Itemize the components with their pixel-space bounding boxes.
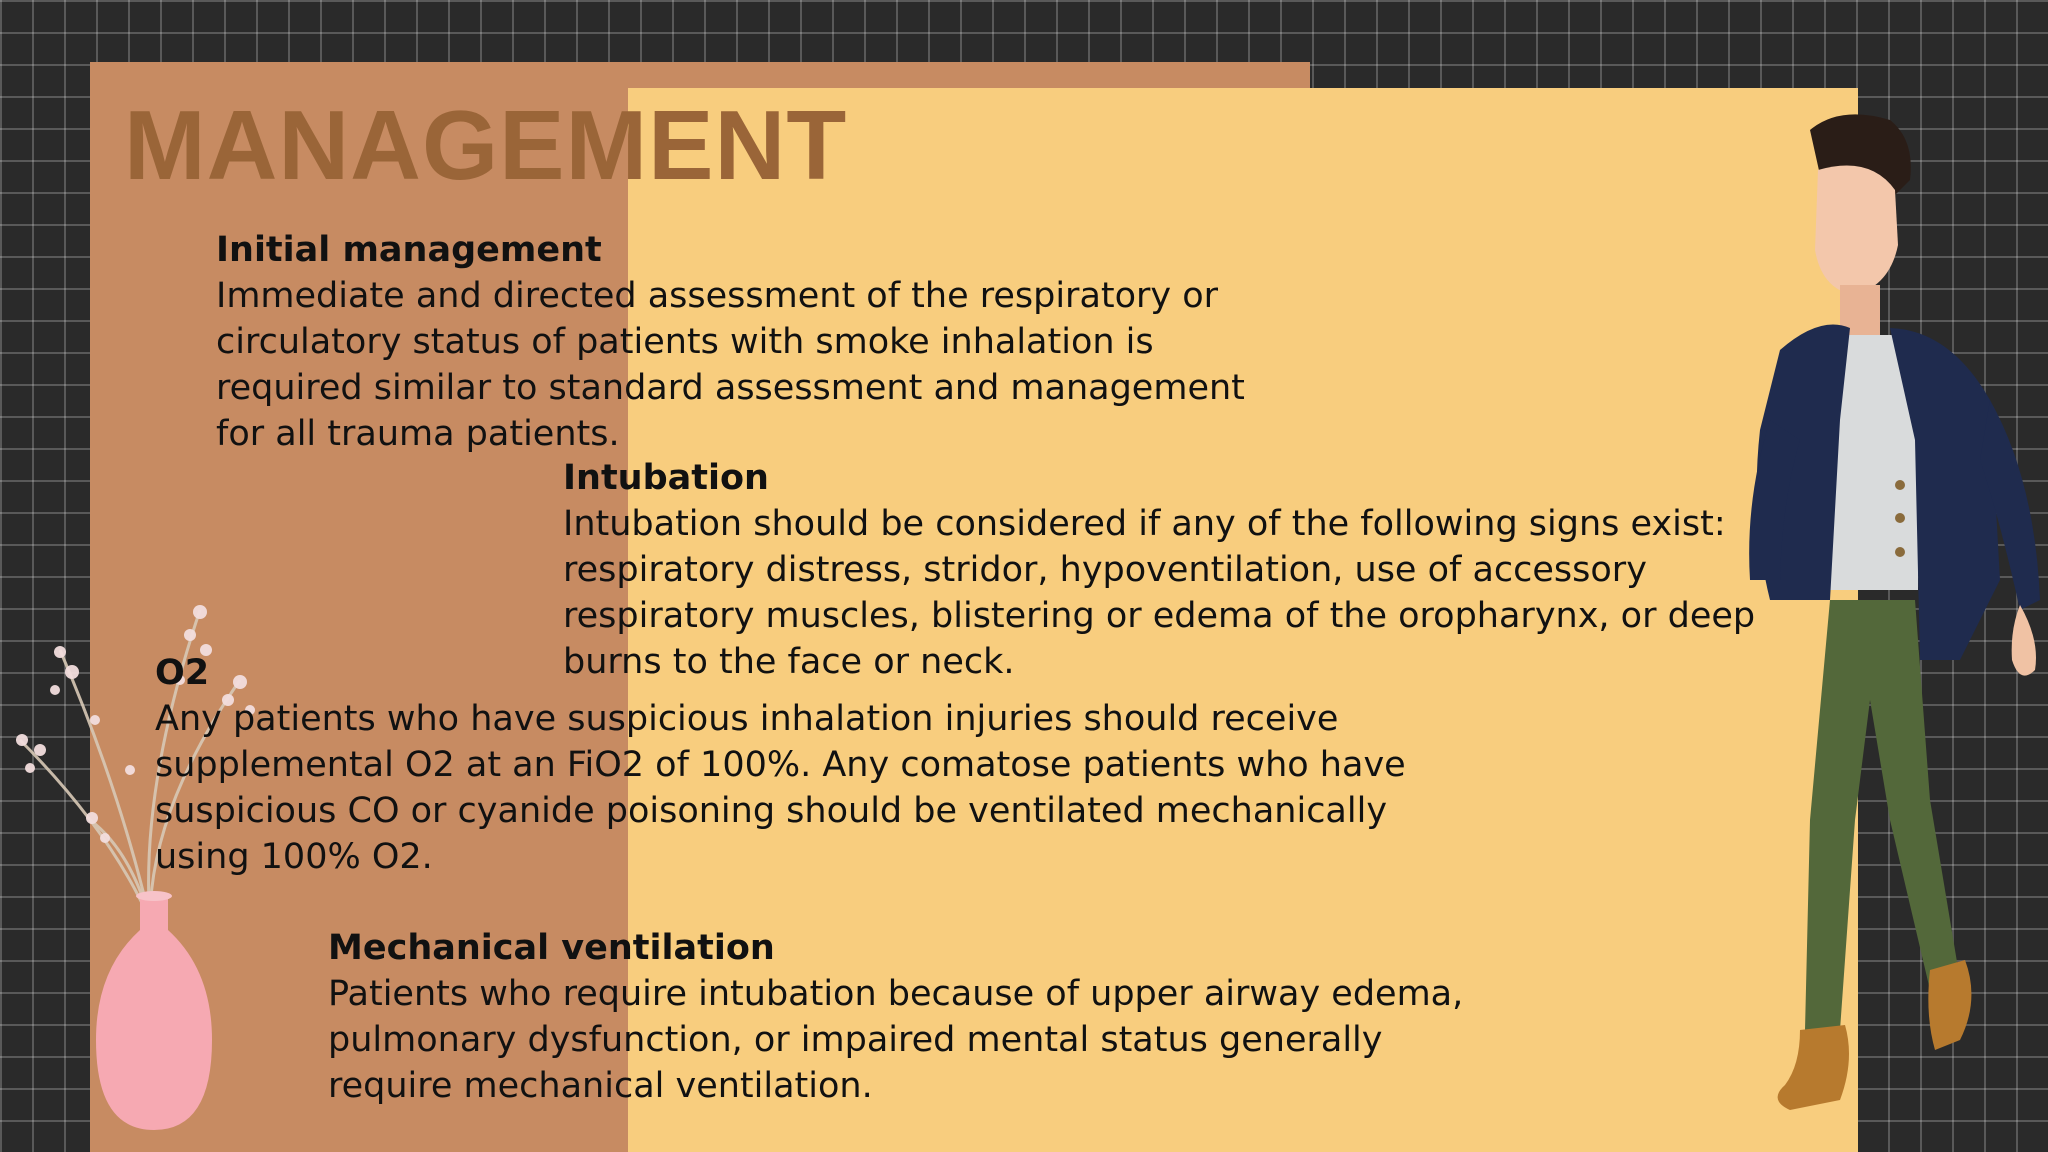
text-line: for all trauma patients. [216,414,620,454]
text-line: burns to the face or neck. [563,642,1015,682]
text-line: Intubation should be considered if any of the following signs exist: [563,504,1726,544]
text-line: respiratory distress, stridor, hypoventilation, use of accessory [563,550,1647,590]
text-line: pulmonary dysfunction, or impaired mental status generally [328,1020,1383,1060]
section-mechanical-ventilation [328,925,1728,1109]
text-line: Any patients who have suspicious inhalation injuries should receive [155,699,1339,739]
section-heading: O2 [155,653,210,693]
text-line: required similar to standard assessment and management [216,368,1245,408]
section-heading: Mechanical ventilation [328,928,775,968]
section-o2 [155,650,1535,880]
text-line: require mechanical ventilation. [328,1066,873,1106]
text-line: using 100% O2. [155,837,433,877]
section-heading: Intubation [563,458,769,498]
text-line: Patients who require intubation because of upper airway edema, [328,974,1464,1014]
slide-title: MANAGEMENT [124,90,848,200]
text-line: respiratory muscles, blistering or edema of the oropharynx, or deep [563,596,1756,636]
text-line: supplemental O2 at an FiO2 of 100%. Any comatose patients who have [155,745,1406,785]
section-initial-management [216,227,1336,457]
person-illustration-icon [1690,100,2048,1152]
text-line: suspicious CO or cyanide poisoning should be ventilated mechanically [155,791,1388,831]
text-line: circulatory status of patients with smoke inhalation is [216,322,1154,362]
text-line: Immediate and directed assessment of the respiratory or [216,276,1219,316]
section-heading: Initial management [216,230,602,270]
